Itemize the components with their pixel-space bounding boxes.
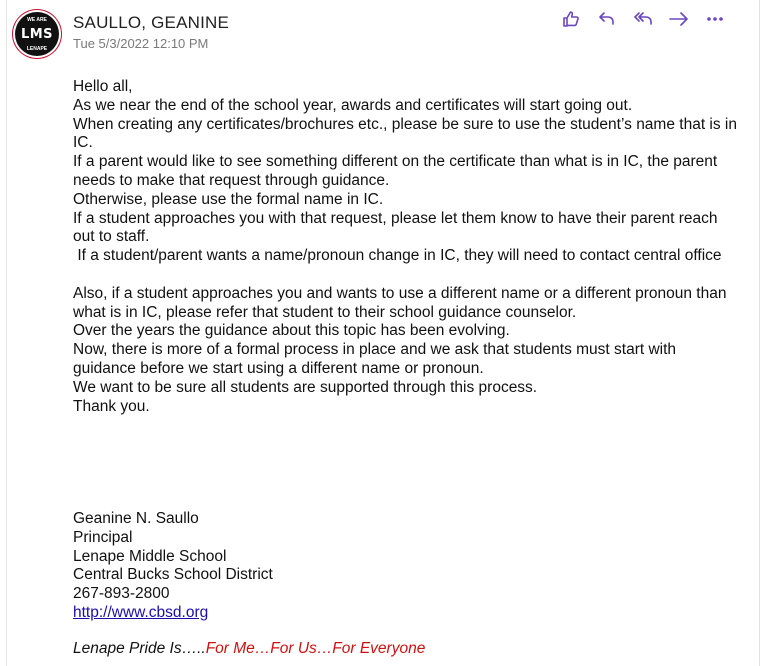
reply-all-icon — [632, 9, 654, 29]
signature-website-link[interactable]: http://www.cbsd.org — [73, 603, 209, 621]
forward-icon — [668, 9, 690, 29]
body-line: We want to be sure all students are supported through this process. — [73, 378, 538, 396]
signature-district: Central Bucks School District — [73, 566, 273, 584]
body-line: Thank you. — [73, 397, 150, 415]
body-line: If a student approaches you with that request, please let them know to have their parent reach out to staff. — [73, 209, 722, 246]
body-line: When creating any certificates/brochures etc., please be sure to use the student’s name that is in IC. — [73, 115, 742, 152]
body-line: Hello all, — [73, 78, 133, 95]
more-icon — [705, 9, 725, 29]
avatar-logo-text: LMS — [20, 26, 54, 42]
tagline — [73, 640, 425, 658]
body-line: Also, if a student approaches you and wants to use a different name or a different pronoun than what is in IC, please refer that student to their school guidance counselor. — [73, 284, 731, 321]
avatar[interactable] — [15, 12, 59, 56]
body-line: If a student/parent wants a name/pronoun change in IC, they will need to contact central office — [73, 247, 722, 265]
reply-all-button[interactable] — [632, 8, 654, 30]
sent-date: Tue 5/3/2022 12:10 PM — [73, 36, 209, 51]
signature-school: Lenape Middle School — [73, 547, 227, 565]
sender-name[interactable]: SAULLO, GEANINE — [73, 13, 230, 32]
body-line: Now, there is more of a formal process in place and we ask that students must start with guidance before we start using a different name or pronoun. — [73, 341, 681, 377]
body-line: As we near the end of the school year, awards and certificates will start going out. — [73, 96, 633, 114]
forward-button[interactable] — [668, 8, 690, 30]
paragraph-spacer — [73, 266, 743, 285]
reply-button[interactable] — [596, 8, 618, 30]
body-line: Otherwise, please use the formal name in IC. — [73, 190, 384, 208]
signature-block — [73, 510, 673, 623]
more-button[interactable] — [704, 8, 726, 30]
like-icon — [561, 9, 581, 29]
body-line: Over the years the guidance about this topic has been evolving. — [73, 322, 510, 340]
body-line: If a parent would like to see something different on the certificate than what is in IC, the parent needs to make that request through guidance. — [73, 153, 722, 189]
avatar-top-text: WE ARE — [27, 17, 47, 23]
avatar-bottom-text: LENAPE — [26, 46, 48, 52]
reply-icon — [597, 9, 617, 29]
tagline-lead: Lenape Pride Is….. — [73, 640, 206, 657]
signature-phone: 267-893-2800 — [73, 585, 170, 603]
message-actions — [560, 8, 726, 30]
signature-title: Principal — [73, 528, 133, 546]
message-body — [73, 78, 743, 416]
signature-name: Geanine N. Saullo — [73, 510, 199, 527]
like-button[interactable] — [560, 8, 582, 30]
tagline-rest: For Me…For Us…For Everyone — [205, 640, 426, 657]
